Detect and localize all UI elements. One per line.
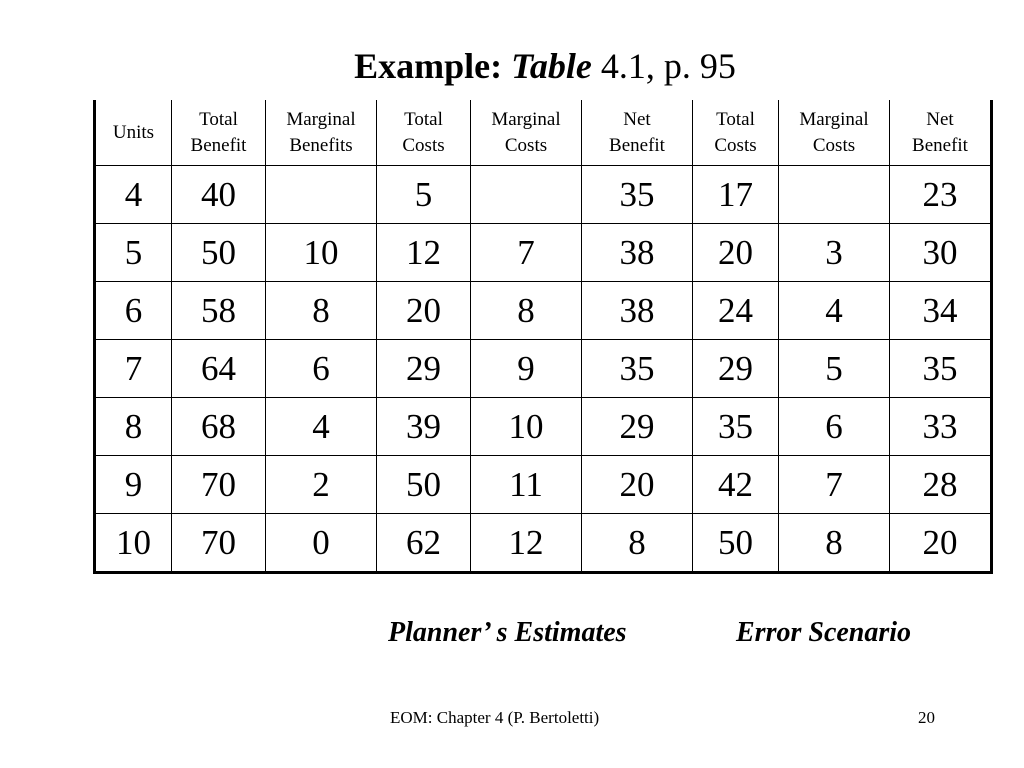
table-cell: 5 [377, 166, 471, 224]
title-emphasis: Table [511, 46, 592, 86]
table-cell: 35 [582, 166, 693, 224]
table-row [95, 282, 992, 340]
title-rest: 4.1, p. 95 [600, 46, 736, 86]
table-cell: 9 [471, 340, 582, 398]
table-cell [471, 166, 582, 224]
footer-text: EOM: Chapter 4 (P. Bertoletti) [390, 708, 600, 727]
table-cell: 70 [172, 514, 266, 573]
table-row [95, 456, 992, 514]
table-cell: 38 [582, 282, 693, 340]
table-cell: 20 [693, 224, 779, 282]
table-cell: 50 [377, 456, 471, 514]
table-cell: 58 [172, 282, 266, 340]
table-cell: 68 [172, 398, 266, 456]
table-cell: 5 [779, 340, 890, 398]
table-cell: 28 [890, 456, 992, 514]
column-header: Total Benefit [172, 100, 266, 166]
table-cell: 10 [471, 398, 582, 456]
column-header: Net Benefit [890, 100, 992, 166]
table-cell: 20 [582, 456, 693, 514]
table-cell: 34 [890, 282, 992, 340]
table-cell: 4 [95, 166, 172, 224]
table-row [95, 166, 992, 224]
table-cell: 30 [890, 224, 992, 282]
table-cell: 33 [890, 398, 992, 456]
table-cell: 64 [172, 340, 266, 398]
page-number: 20 [918, 708, 935, 727]
table-cell: 10 [266, 224, 377, 282]
table-cell: 4 [779, 282, 890, 340]
table-cell: 5 [95, 224, 172, 282]
table-cell: 4 [266, 398, 377, 456]
table-cell: 3 [779, 224, 890, 282]
table-cell: 8 [779, 514, 890, 573]
data-table [93, 100, 993, 574]
table-row [95, 398, 992, 456]
table-cell: 29 [693, 340, 779, 398]
table-cell: 6 [266, 340, 377, 398]
column-header: Total Costs [377, 100, 471, 166]
table-cell: 0 [266, 514, 377, 573]
table-cell: 29 [377, 340, 471, 398]
table-cell: 12 [471, 514, 582, 573]
table-row [95, 224, 992, 282]
caption-planners-estimates: Planner’ s Estimates [388, 617, 627, 648]
table-cell: 70 [172, 456, 266, 514]
table-row [95, 514, 992, 573]
table-cell: 62 [377, 514, 471, 573]
table-cell: 7 [95, 340, 172, 398]
table-cell: 8 [582, 514, 693, 573]
title-prefix: Example: [354, 46, 503, 86]
table-cell: 7 [471, 224, 582, 282]
table-cell: 35 [890, 340, 992, 398]
header-row [95, 100, 992, 166]
column-header: Total Costs [693, 100, 779, 166]
table-cell: 17 [693, 166, 779, 224]
table-cell: 9 [95, 456, 172, 514]
table-cell: 8 [95, 398, 172, 456]
table-cell [266, 166, 377, 224]
caption-error-scenario: Error Scenario [736, 617, 912, 648]
column-header: Net Benefit [582, 100, 693, 166]
column-header: Marginal Costs [779, 100, 890, 166]
table-cell: 11 [471, 456, 582, 514]
table-cell: 2 [266, 456, 377, 514]
table-cell: 6 [779, 398, 890, 456]
column-header: Marginal Benefits [266, 100, 377, 166]
table-cell: 40 [172, 166, 266, 224]
table-cell: 24 [693, 282, 779, 340]
table-cell: 29 [582, 398, 693, 456]
table-cell: 38 [582, 224, 693, 282]
table-cell: 39 [377, 398, 471, 456]
table-cell: 35 [693, 398, 779, 456]
table-row [95, 340, 992, 398]
table-cell: 6 [95, 282, 172, 340]
table-cell: 50 [172, 224, 266, 282]
table-cell: 20 [890, 514, 992, 573]
column-header: Marginal Costs [471, 100, 582, 166]
table-cell: 20 [377, 282, 471, 340]
slide-title [0, 42, 1024, 90]
table-cell: 8 [266, 282, 377, 340]
table-cell: 23 [890, 166, 992, 224]
column-header: Units [95, 100, 172, 166]
table-cell: 35 [582, 340, 693, 398]
table-cell: 12 [377, 224, 471, 282]
table-body [95, 166, 992, 573]
table-cell: 8 [471, 282, 582, 340]
table-cell: 10 [95, 514, 172, 573]
table-cell: 50 [693, 514, 779, 573]
table-cell: 7 [779, 456, 890, 514]
table-cell: 42 [693, 456, 779, 514]
table-cell [779, 166, 890, 224]
